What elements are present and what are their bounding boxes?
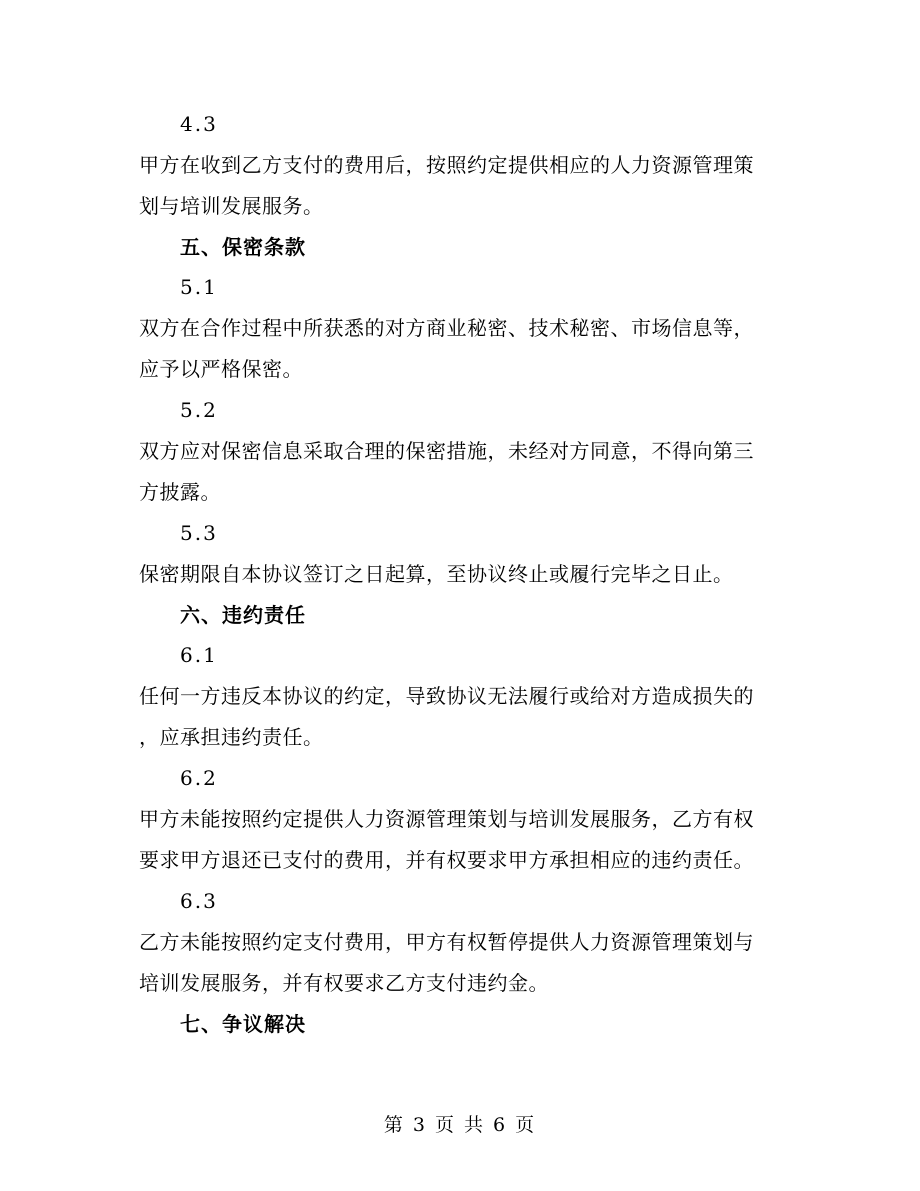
paragraph-line: 双方应对保密信息采取合理的保密措施，未经对方同意，不得向第三 <box>139 439 754 463</box>
paragraph-line: 甲方未能按照约定提供人力资源管理策划与培训发展服务，乙方有权 <box>139 807 754 831</box>
paragraph-line: 方披露。 <box>139 480 221 504</box>
paragraph-line: 划与培训发展服务。 <box>139 194 324 218</box>
clause-number-5-2: 5.2 <box>180 398 218 422</box>
paragraph-line: 要求甲方退还已支付的费用，并有权要求甲方承担相应的违约责任。 <box>139 848 754 872</box>
paragraph-line: 乙方未能按照约定支付费用，甲方有权暂停提供人力资源管理策划与 <box>139 930 754 954</box>
paragraph-line: 保密期限自本协议签订之日起算，至协议终止或履行完毕之日止。 <box>139 562 734 586</box>
clause-number-6-2: 6.2 <box>180 766 218 790</box>
clause-number-5-1: 5.1 <box>180 275 218 299</box>
clause-number-6-3: 6.3 <box>180 889 218 913</box>
paragraph-line: 任何一方违反本协议的约定，导致协议无法履行或给对方造成损失的 <box>139 684 754 708</box>
paragraph-line: 应予以严格保密。 <box>139 357 303 381</box>
section-heading-breach-liability: 六、违约责任 <box>180 603 306 627</box>
page-footer: 第 3 页 共 6 页 <box>383 1114 537 1136</box>
section-heading-dispute-resolution: 七、争议解决 <box>180 1012 306 1036</box>
clause-number-6-1: 6.1 <box>180 643 218 667</box>
paragraph-line: 甲方在收到乙方支付的费用后，按照约定提供相应的人力资源管理策 <box>139 153 754 177</box>
paragraph-line: 双方在合作过程中所获悉的对方商业秘密、技术秘密、市场信息等， <box>139 316 754 340</box>
paragraph-line: 培训发展服务，并有权要求乙方支付违约金。 <box>139 971 549 995</box>
clause-number-4-3: 4.3 <box>180 112 218 136</box>
paragraph-line: ，应承担违约责任。 <box>139 725 324 749</box>
section-heading-confidentiality: 五、保密条款 <box>180 235 306 259</box>
clause-number-5-3: 5.3 <box>180 521 218 545</box>
